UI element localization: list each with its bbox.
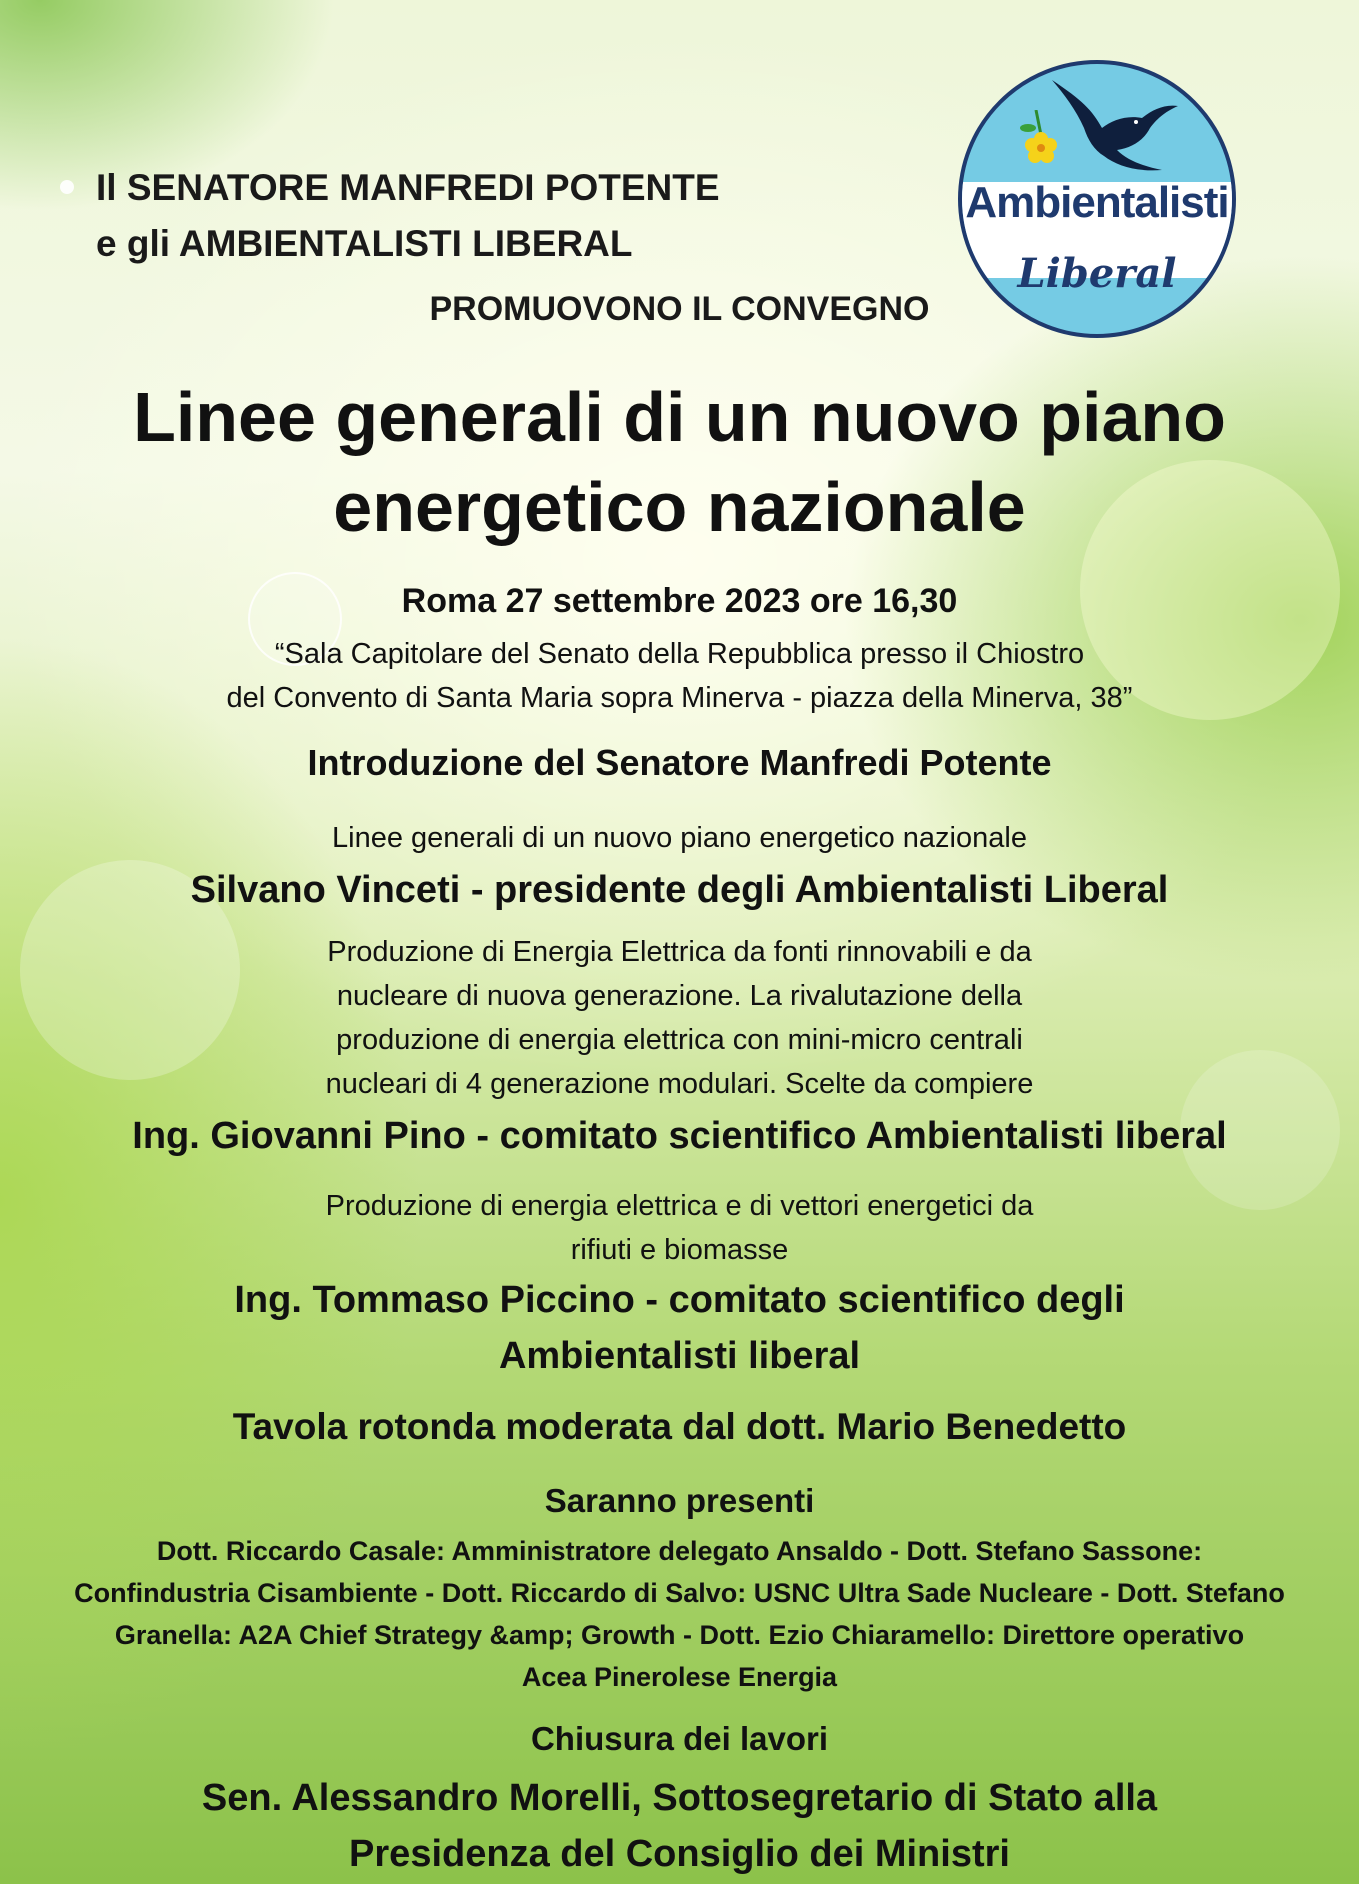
program-intro: Introduzione del Senatore Manfredi Potente xyxy=(307,742,1052,783)
talk-topic-line: rifiuti e biomasse xyxy=(570,1234,789,1266)
talk-speaker-line: Silvano Vinceti - presidente degli Ambientalisti Liberal xyxy=(190,869,1169,911)
roundtable-moderator: Tavola rotonda moderata dal dott. Mario Benedetto xyxy=(232,1406,1127,1447)
promoter-association: e gli AMBIENTALISTI LIBERAL xyxy=(96,223,633,264)
talk-speaker xyxy=(0,862,1359,918)
promote-heading: PROMUOVONO IL CONVEGNO xyxy=(429,290,930,328)
promoters-block xyxy=(96,160,720,272)
venue-line: del Convento di Santa Maria sopra Minerva - piazza della Minerva, 38” xyxy=(226,682,1133,714)
closing-speaker xyxy=(0,1770,1359,1882)
closing-heading: Chiusura dei lavori xyxy=(530,1720,829,1757)
present-line: Acea Pinerolese Energia xyxy=(521,1662,838,1692)
present-heading: Saranno presenti xyxy=(544,1482,815,1519)
bokeh-decoration xyxy=(60,180,74,194)
talk-speaker xyxy=(0,1108,1359,1164)
venue-line: “Sala Capitolare del Senato della Repubblica presso il Chiostro xyxy=(274,638,1085,670)
event-venue xyxy=(0,632,1359,720)
talk-speaker xyxy=(0,1272,1359,1384)
flower-icon xyxy=(1016,110,1066,170)
talk-topic xyxy=(0,930,1359,1106)
talk-topic xyxy=(0,816,1359,860)
talk-speaker-line: Ing. Giovanni Pino - comitato scientifico Ambientalisti liberal xyxy=(132,1115,1227,1157)
event-date: Roma 27 settembre 2023 ore 16,30 xyxy=(401,582,958,620)
present-line: Dott. Riccardo Casale: Amministratore delegato Ansaldo - Dott. Stefano Sassone: xyxy=(156,1536,1203,1566)
talk-topic-line: produzione di energia elettrica con mini-micro centrali xyxy=(336,1024,1023,1056)
event-title-line: energetico nazionale xyxy=(333,468,1026,546)
logo-name: Ambientalisti xyxy=(965,178,1229,227)
talk-topic-line: Produzione di Energia Elettrica da fonti rinnovabili e da xyxy=(327,936,1032,968)
present-line: Confindustria Cisambiente - Dott. Riccardo di Salvo: USNC Ultra Sade Nucleare - Dott. Stefano xyxy=(74,1578,1285,1608)
closing-line: Presidenza del Consiglio dei Ministri xyxy=(349,1833,1010,1875)
logo-subname: Liberal xyxy=(1017,250,1177,297)
talk-speaker-line: Ing. Tommaso Piccino - comitato scientifico degli xyxy=(234,1279,1125,1321)
present-line: Granella: A2A Chief Strategy &amp; Growth - Dott. Ezio Chiaramello: Direttore operativo xyxy=(114,1620,1245,1650)
talk-speaker-line: Ambientalisti liberal xyxy=(498,1335,861,1377)
talk-topic xyxy=(0,1184,1359,1272)
promoter-senator: Il SENATORE MANFREDI POTENTE xyxy=(96,167,720,208)
event-title-line: Linee generali di un nuovo piano xyxy=(133,378,1226,456)
closing-line: Sen. Alessandro Morelli, Sottosegretario di Stato alla xyxy=(201,1777,1158,1819)
talk-topic-line: Linee generali di un nuovo piano energetico nazionale xyxy=(332,822,1027,854)
talk-topic-line: nucleare di nuova generazione. La rivalutazione della xyxy=(336,980,1023,1012)
talk-topic-line: Produzione di energia elettrica e di vettori energetici da xyxy=(325,1190,1034,1222)
talk-topic-line: nucleari di 4 generazione modulari. Scelte da compiere xyxy=(325,1068,1034,1100)
event-title xyxy=(0,372,1359,552)
present-list xyxy=(0,1530,1359,1698)
